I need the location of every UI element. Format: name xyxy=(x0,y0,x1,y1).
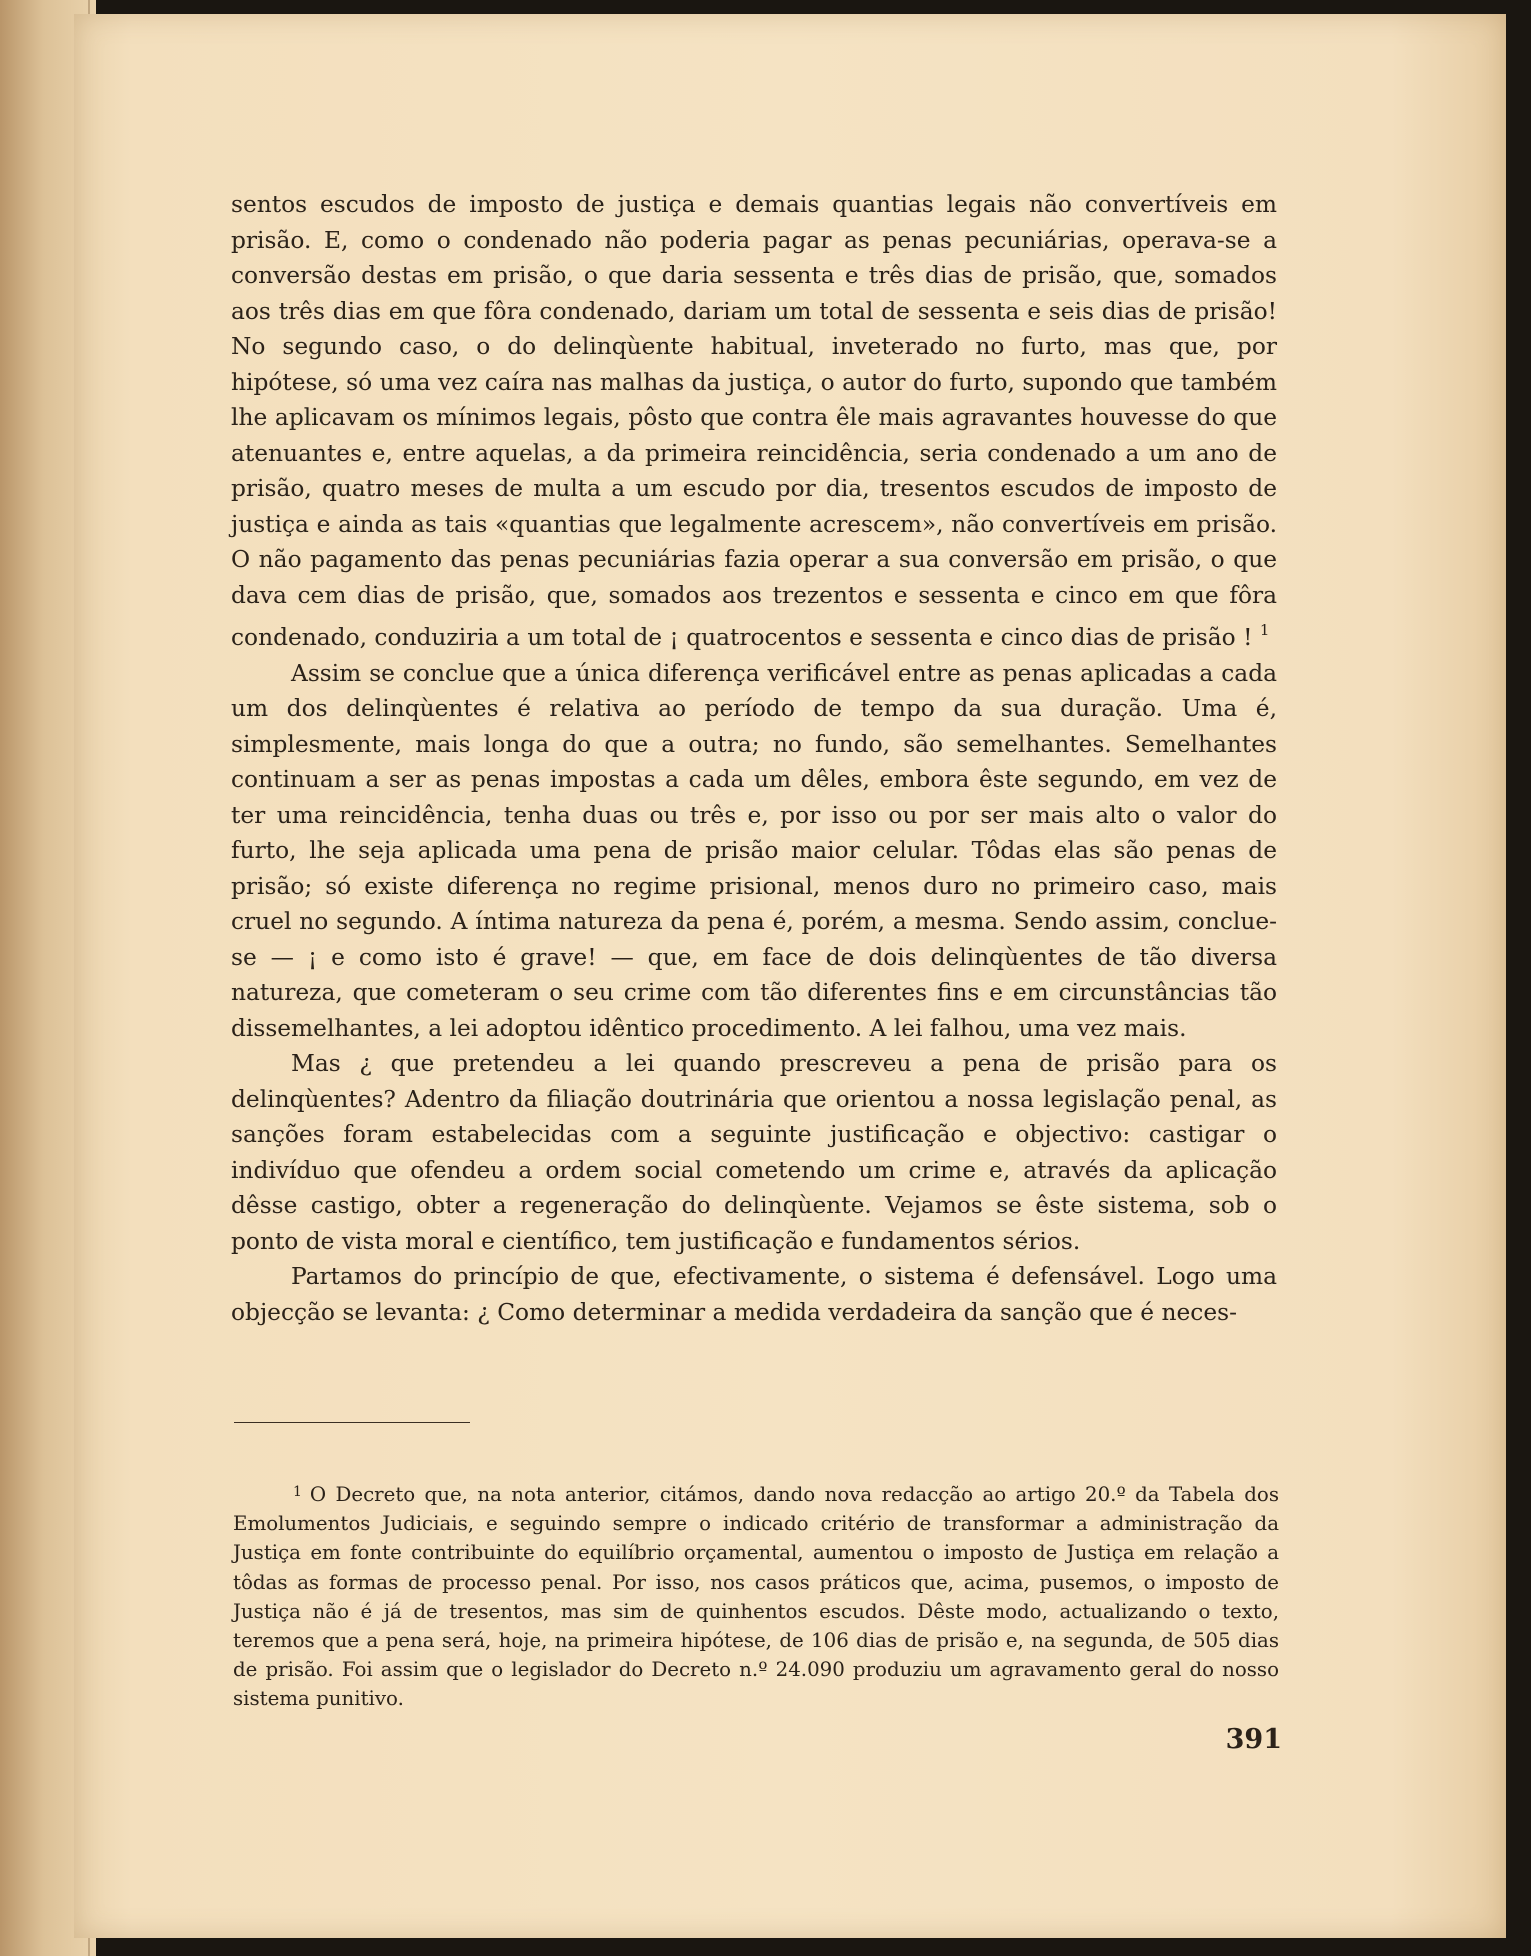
footnote-separator xyxy=(234,1422,470,1423)
footnote-reference: 1 xyxy=(1259,621,1270,639)
footnote-mark: 1 xyxy=(293,1484,302,1500)
paragraph-3: Mas ¿ que pretendeu a lei quando prescreveu a pena de prisão para os delinqùentes? Adentro da filiação doutrinária que orientou a nossa legislação penal, as sanções foram estabelecidas com a seguinte justificação e objectivo: castigar o indivíduo que ofendeu a ordem social cometendo um crime e, através da aplicação dêsse castigo, obter a regeneração do delinqùente. Vejamos se êste sistema, sob o ponto de vista moral e científico, tem justificação e fundamentos sérios. xyxy=(231,1050,1277,1255)
paragraph-4: Partamos do princípio de que, efectivamente, o sistema é defensável. Logo uma objecção se levanta: ¿ Como determinar a medida verdadeira da sanção que é neces- xyxy=(231,1263,1277,1326)
page-number: 391 xyxy=(1225,1724,1282,1755)
main-text xyxy=(231,187,1277,1330)
paragraph-2: Assim se conclue que a única diferença verificável entre as penas aplicadas a cada um dos delinqùentes é relativa ao período de tempo da sua duração. Uma é, simplesmente, mais longa do que a outra; no fundo, são semelhantes. Semelhantes continuam a ser as penas impostas a cada um dêles, embora êste segundo, em vez de ter uma reincidência, tenha duas ou três e, por isso ou por ser mais alto o valor do furto, lhe seja aplicada uma pena de prisão maior celular. Tôdas elas são penas de prisão; só existe diferença no regime prisional, menos duro no primeiro caso, mais cruel no segundo. A íntima natureza da pena é, porém, a mesma. Sendo assim, conclue-se — ¡ e como isto é grave! — que, em face de dois delinqùentes de tão diversa natureza, que cometeram o seu crime com tão diferentes fins e em circunstâncias tão dissemelhantes, a lei adoptou idêntico procedimento. A lei falhou, uma vez mais. xyxy=(231,659,1277,1042)
paragraph-continued xyxy=(231,187,1277,656)
paragraph-1-text: sentos escudos de imposto de justiça e demais quantias legais não convertíveis em prisão. E, como o condenado não poderia pagar as penas pecuniárias, operava-se a conversão destas em prisão, o que daria sessenta e três dias de prisão, que, somados aos três dias em que fôra condenado, dariam um total de sessenta e seis dias de prisão! No segundo caso, o do delinqùente habitual, inveterado no furto, mas que, por hipótese, só uma vez caíra nas malhas da justiça, o autor do furto, supondo que também lhe aplicavam os mínimos legais, pôsto que contra êle mais agravantes houvesse do que atenuantes e, entre aquelas, a da primeira reincidência, seria condenado a um ano de prisão, quatro meses de multa a um escudo por dia, tresentos escudos de imposto de justiça e ainda as tais «quantias que legalmente acrescem», não convertíveis em prisão. O não pagamento das penas pecuniárias fazia operar a sua conversão em prisão, o que dava cem dias de prisão, que, somados aos trezentos e sessenta e cinco em que fôra condenado, conduziria a um total de ¡ quatrocentos e sessenta e cinco dias de prisão ! xyxy=(231,191,1277,651)
footnote xyxy=(233,1478,1279,1714)
footnote-text: O Decreto que, na nota anterior, citámos, dando nova redacção ao artigo 20.º da Tabela dos Emolumentos Judiciais, e seguindo sempre o indicado critério de transformar a administração da Justiça em fonte contribuinte do equilíbrio orçamental, aumentou o imposto de Justiça em relação a tôdas as formas de processo penal. Por isso, nos casos práticos que, acima, pusemos, o imposto de Justiça não é já de tresentos, mas sim de quinhentos escudos. Dêste modo, actualizando o texto, teremos que a pena será, hoje, na primeira hipótese, de 106 dias de prisão e, na segunda, de 505 dias de prisão. Foi assim que o legislador do Decreto n.º 24.090 produziu um agravamento geral do nosso sistema punitivo. xyxy=(233,1483,1279,1711)
